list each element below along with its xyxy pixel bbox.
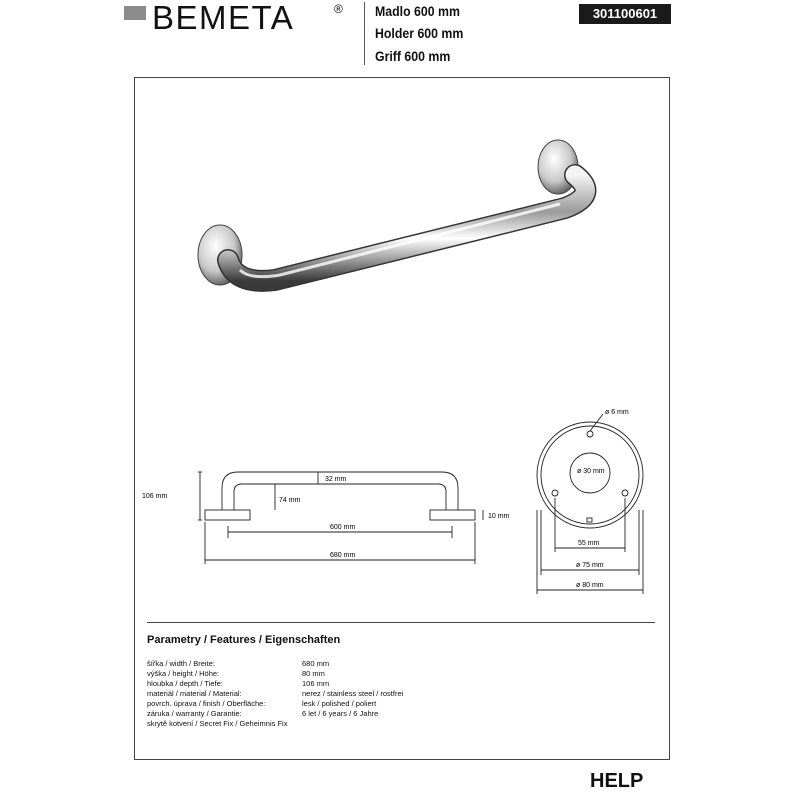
product-code-badge: 301100601 [579,4,671,24]
param-row-height [147,669,567,679]
param-label: výška / height / Höhe: [147,669,220,678]
param-label: šířka / width / Breite: [147,659,215,668]
handle-tube-outline [228,175,585,281]
title-cz: Madlo 600 mm [375,3,460,19]
param-value: 106 mm [302,679,330,688]
param-value: 6 let / 6 years / 6 Jahre [302,709,379,718]
dim-10: 10 mm [488,513,510,520]
dim-center-30: ø 30 mm [577,468,605,475]
parameters-title: Parametry / Features / Eigenschaften [147,634,341,646]
param-value: 680 mm [302,659,330,668]
rosette-outer-circle [537,422,643,528]
dim-spacing-55: 55 mm [578,540,600,547]
parameters-table [147,659,567,729]
dim-74: 74 mm [279,497,301,504]
param-row-material [147,689,567,699]
title-en: Holder 600 mm [375,25,464,41]
dim-680: 680 mm [330,552,356,559]
param-row-warranty [147,709,567,719]
param-value: lesk / polished / poliert [302,699,377,708]
brand-logo [124,2,356,42]
dim-32: 32 mm [325,476,347,483]
param-row-depth [147,679,567,689]
header-divider [364,2,365,65]
param-row-width [147,659,567,669]
registered-mark: ® [334,2,343,16]
product-photo [180,120,620,320]
param-row-fixing [147,719,567,729]
section-divider [147,622,655,623]
dim-106: 106 mm [142,493,168,500]
param-label: hloubka / depth / Tiefe: [147,679,223,688]
series-name: HELP [590,770,644,792]
param-value: nerez / stainless steel / rostfrei [302,689,404,698]
title-de: Griff 600 mm [375,48,451,64]
param-label: záruka / warranty / Garantie: [147,709,242,718]
left-base [205,510,250,520]
param-label: materiál / material / Material: [147,689,242,698]
logo-mark [124,6,146,20]
param-label: skrytě kotvení / Secret Fix / Geheimnis Fix [147,719,288,728]
brand-name: BEMETA [152,0,295,36]
dim-hole-6: ø 6 mm [605,409,629,416]
param-label: povrch. úprava / finish / Oberfläche: [147,699,266,708]
side-view-drawing [140,460,520,600]
dim-rosette-80: ø 80 mm [576,582,604,589]
handle-tube [228,175,585,281]
param-value: 80 mm [302,669,325,678]
dim-600: 600 mm [330,524,356,531]
dim-rosette-75: ø 75 mm [576,562,604,569]
param-row-finish [147,699,567,709]
right-base [430,510,475,520]
rosette-drawing [525,400,655,600]
